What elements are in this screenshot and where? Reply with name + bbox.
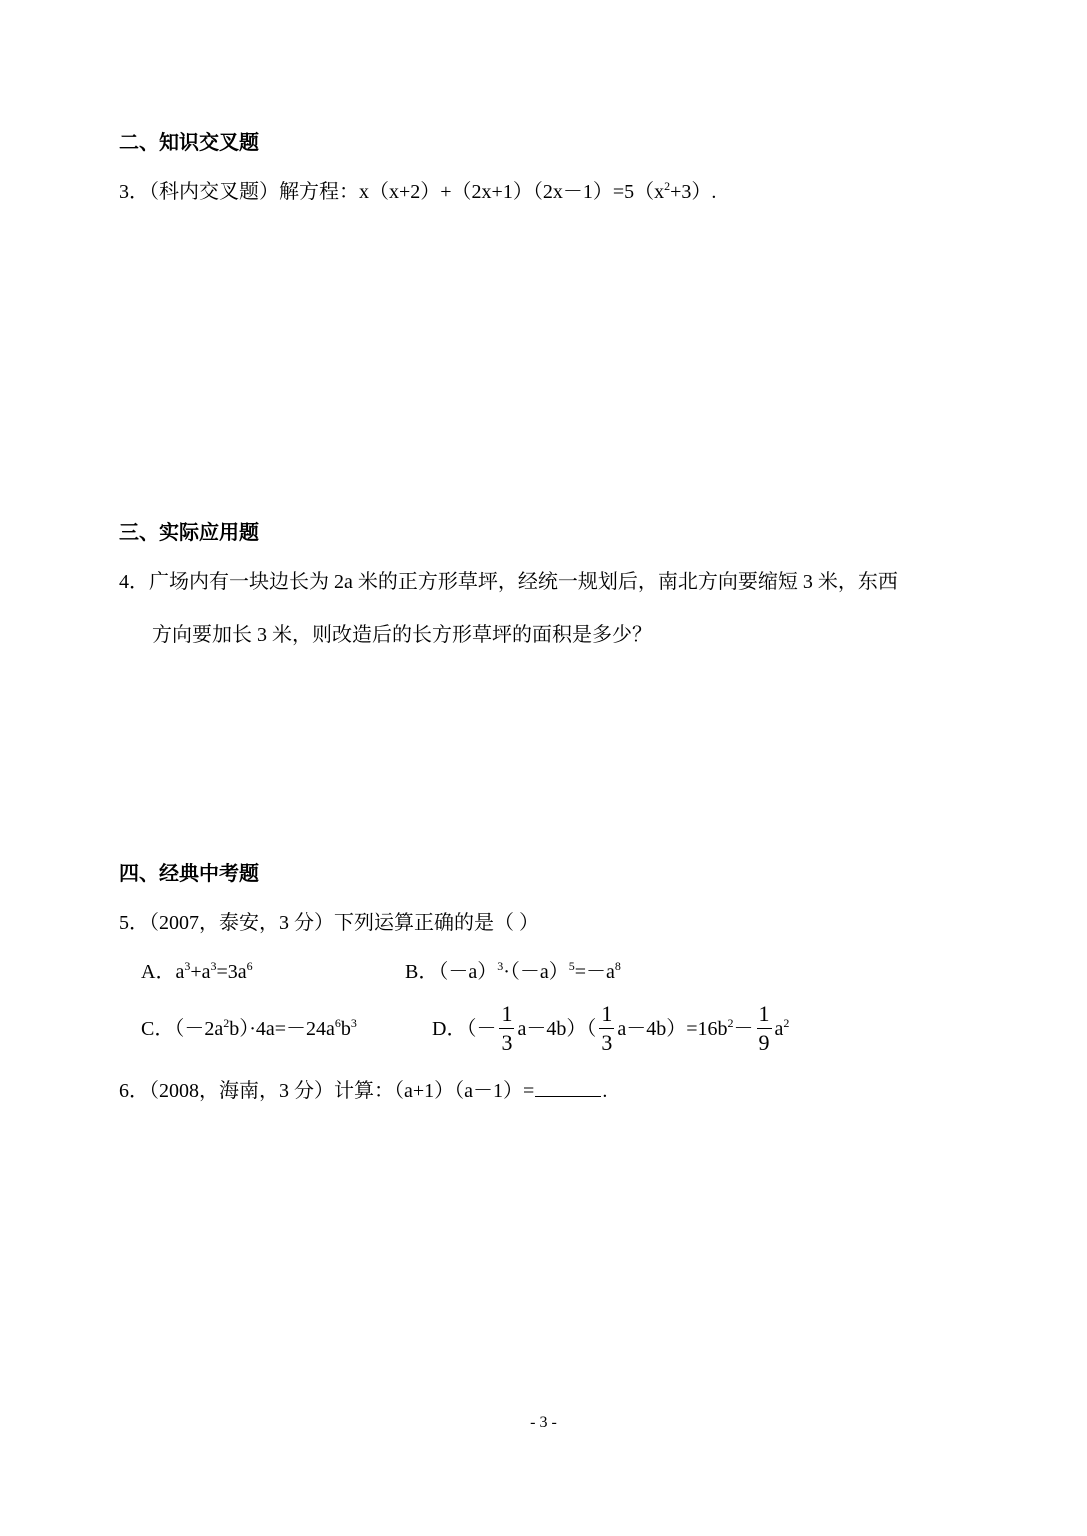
exponent: 2 — [223, 1016, 230, 1030]
option-a-text: =3a — [216, 961, 247, 983]
option-c-text: b）·4a=－24a — [229, 1018, 335, 1040]
question-4-line-1: 4．广场内有一块边长为 2a 米的正方形草坪，经统一规划后，南北方向要缩短 3 米，东西 — [119, 571, 898, 593]
exponent: 8 — [614, 959, 621, 973]
question-4-line-2: 方向要加长 3 米，则改造后的长方形草坪的面积是多少？ — [152, 624, 652, 646]
q6-text-end: . — [602, 1080, 608, 1102]
option-c-text: C．（－2a — [141, 1018, 224, 1040]
exponent: 6 — [246, 959, 253, 973]
q3-exponent: 2 — [664, 179, 671, 193]
option-c-text: b — [340, 1018, 351, 1040]
fraction-numerator: 1 — [601, 1000, 613, 1026]
q3-text-end: +3）. — [670, 181, 717, 203]
option-d-text: a－4b）（ — [517, 1018, 597, 1040]
exponent: 2 — [727, 1016, 734, 1030]
exponent: 3 — [210, 959, 217, 973]
exponent: 3 — [184, 959, 191, 973]
exponent: 3 — [497, 959, 504, 973]
option-b-text: B．（－a） — [405, 961, 498, 983]
fraction-one-third — [599, 1001, 614, 1056]
page-number: - 3 - — [530, 1414, 557, 1431]
section-heading-classic-exam: 四、经典中考题 — [119, 863, 259, 885]
option-d-text: a－4b）=16b — [617, 1018, 728, 1040]
fraction-denominator: 3 — [601, 1029, 613, 1055]
exponent: 5 — [568, 959, 575, 973]
option-b-text: =－a — [574, 961, 615, 983]
option-c — [141, 1017, 357, 1041]
q3-text: 3．（科内交叉题）解方程：x（x+2）+（2x+1）（2x－1）=5（x — [119, 181, 665, 203]
question-5-stem: 5．（2007，泰安，3 分）下列运算正确的是（ ） — [119, 912, 539, 934]
question-6 — [119, 1076, 607, 1103]
answer-blank[interactable] — [535, 1076, 601, 1097]
section-heading-application: 三、实际应用题 — [119, 522, 259, 544]
fraction-denominator: 9 — [758, 1029, 770, 1055]
exponent: 6 — [334, 1016, 341, 1030]
option-b — [405, 960, 621, 984]
fraction-numerator: 1 — [501, 1000, 513, 1026]
section-heading-knowledge-cross: 二、知识交叉题 — [119, 132, 259, 154]
q6-text: 6．（2008，海南，3 分）计算：（a+1）（a－1）= — [119, 1080, 535, 1102]
fraction-denominator: 3 — [501, 1029, 513, 1055]
fraction-one-third — [499, 1001, 514, 1056]
fraction-numerator: 1 — [758, 1000, 770, 1026]
question-3 — [119, 180, 716, 204]
option-d-text: D．（－ — [432, 1018, 497, 1040]
option-d-text: a — [774, 1018, 784, 1040]
option-b-text: ·（－a） — [503, 961, 569, 983]
fraction-one-ninth — [757, 1001, 772, 1056]
exponent: 3 — [350, 1016, 357, 1030]
option-a — [141, 960, 253, 984]
option-d-text: － — [733, 1018, 754, 1040]
option-d — [432, 999, 789, 1059]
option-a-text: A．a — [141, 961, 185, 983]
exponent: 2 — [783, 1016, 790, 1030]
option-a-text: +a — [190, 961, 211, 983]
